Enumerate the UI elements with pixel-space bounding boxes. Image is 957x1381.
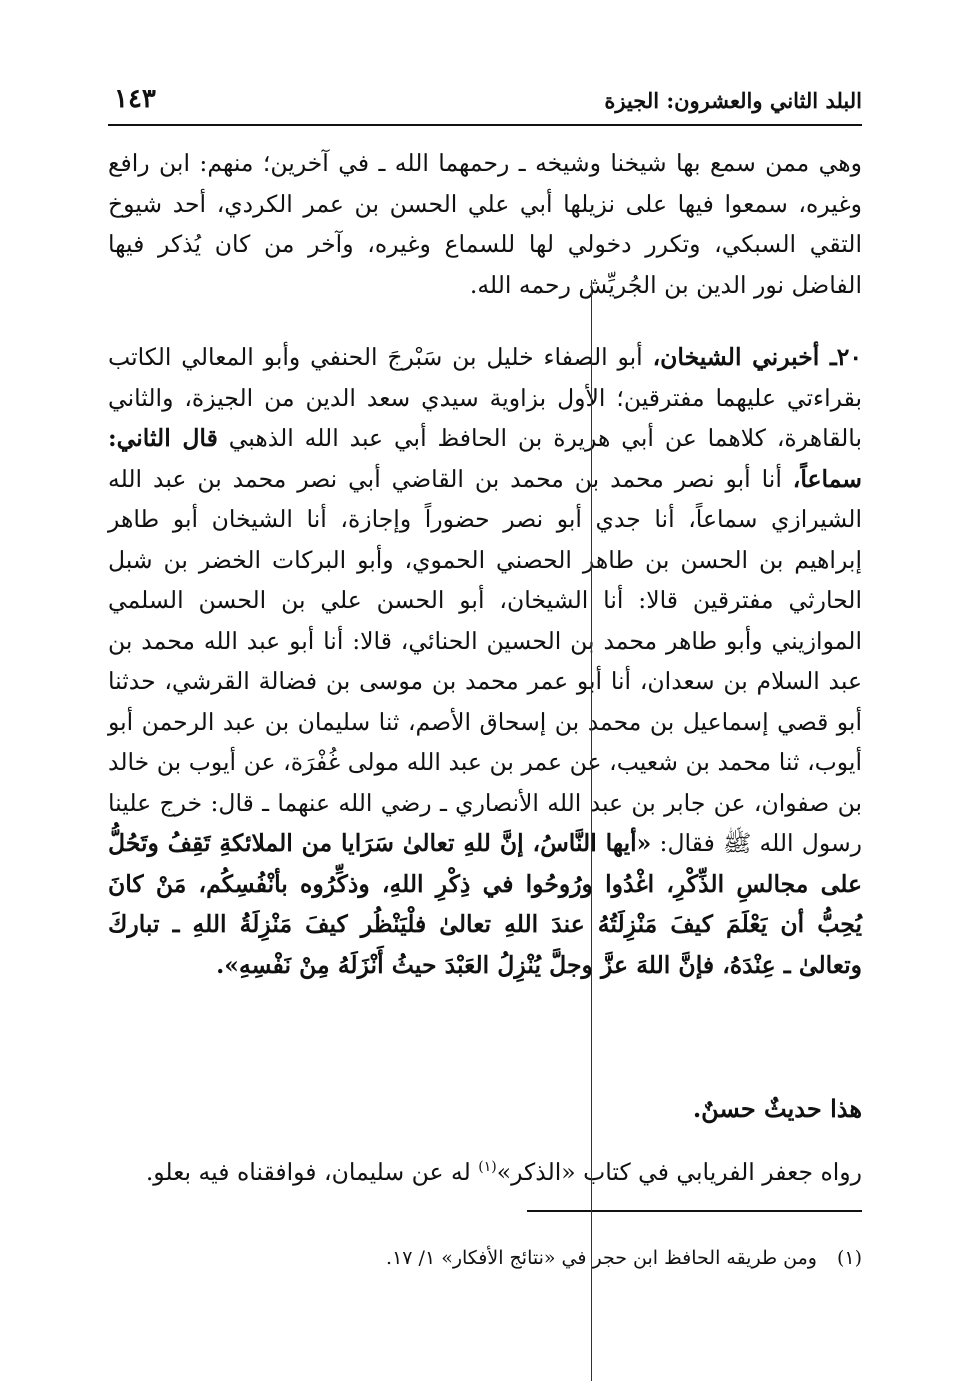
hadith-matn: «أيها النَّاسُ، إنَّ للهِ تعالىٰ سَرَايا من الملائكةِ تَقِفُ وتَحُلُّ على مجالسِ الذِّكْرِ، اغْدُوا ورُوحُوا في ذِكْرِ اللهِ، وذكِّرُوه بأنْفُسِكُم، مَنْ كانَ يُحِبُّ أن يَعْلَمَ كيفَ مَنْزِلَتُهُ عندَ اللهِ تعالىٰ فلْيَنْظُر كيفَ مَنْزِلَةُ اللهِ ـ تباركَ وتعالىٰ ـ عِنْدَهُ، فإنَّ اللهَ عزَّ وجلَّ يُنْزِلُ العَبْدَ حيثُ أَنْزَلَهُ مِنْ نَفْسِهِ». xyxy=(108,829,862,979)
footnote-rule xyxy=(527,1210,862,1212)
header-rule xyxy=(108,124,862,126)
isnad-part-2: أنا أبو نصر محمد بن محمد بن القاضي أبي نصر محمد بن عبد الله الشيرازي سماعاً، أنا جدي أبو نصر حضوراً وإجازة، أنا الشيخان أبو طاهر إبراهيم بن الحسن بن طاهر الحصني الحموي، وأبو البركات الخضر بن شبل الحارثي مفترقين قالا: أنا الشيخان، أبو الحسن علي بن الحسن السلمي الموازيني وأبو طاهر محمد بن الحسين الحنائي، قالا: أنا أبو عبد الله محمد بن عبد السلام بن سعدان، أنا أبو عمر محمد بن موسى بن فضالة القرشي، حدثنا أبو قصي إسماعيل بن محمد بن إسحاق الأصم، ثنا سليمان بن عبد الرحمن أبو أيوب، ثنا محمد بن شعيب، عن عمر بن عبد الله مولى غُفْرَة، عن أيوب بن خالد بن صفوان، عن جابر بن عبد الله الأنصاري ـ رضي الله عنهما ـ قال: خرج علينا رسول الله ﷺ فقال: xyxy=(108,464,863,857)
footnote-reference: (١) xyxy=(478,1159,497,1176)
riwaya-part-2: له عن سليمان، فوافقناه فيه بعلو. xyxy=(145,1158,479,1186)
riwaya-part-1: رواه جعفر الفريابي في كتاب «الذكر» xyxy=(496,1158,862,1186)
isnad-bold-phrase: قال الثاني: سماعاً، xyxy=(108,424,862,493)
scan-fold-line xyxy=(591,280,592,1381)
footnote xyxy=(108,1243,862,1273)
running-head: البلد الثاني والعشرون: الجيزة xyxy=(604,88,862,113)
page-number: ١٤٣ xyxy=(114,84,156,114)
paragraph-intro-text: وهي ممن سمع بها شيخنا وشيخه ـ رحمهما الله ـ في آخرين؛ منهم: ابن رافع وغيره، سمعوا فيها على نزيلها أبي علي الحسن بن عمر الكردي، أحد شيوخ التقي السبكي، وتكرر دخولي لها للسماع وغيره، وآخر من كان يُذكر فيها الفاضل نور الدين بن الجُريِّش رحمه الله. xyxy=(108,149,862,299)
footnote-text: ومن طريقه الحافظ ابن حجر في «نتائج الأفكار» ١/ ١٧. xyxy=(386,1247,817,1269)
paragraph-hadith-20-text xyxy=(108,337,862,985)
paragraph-riwaya-text xyxy=(108,1152,862,1193)
grading-line xyxy=(108,1089,862,1130)
page-header xyxy=(108,82,862,122)
paragraph-riwaya xyxy=(108,1152,862,1193)
footnote-number: (١) xyxy=(836,1247,862,1269)
paragraph-intro xyxy=(108,143,862,305)
grading-text: هذا حديثٌ حسنٌ. xyxy=(692,1094,862,1123)
entry-number-heading: ٢٠ـ أخبرني الشيخان، xyxy=(652,343,863,371)
paragraph-hadith-20 xyxy=(108,337,862,985)
isnad-part-1: أبو الصفاء خليل بن سَبْرجَ الحنفي وأبو المعالي الكاتب بقراءتي عليهما مفترقين؛ الأول بزاوية سيدي سعد الدين من الجيزة، والثاني بالقاهرة، كلاهما عن أبي هريرة بن الحافظ أبي عبد الله الذهبي xyxy=(108,343,862,452)
